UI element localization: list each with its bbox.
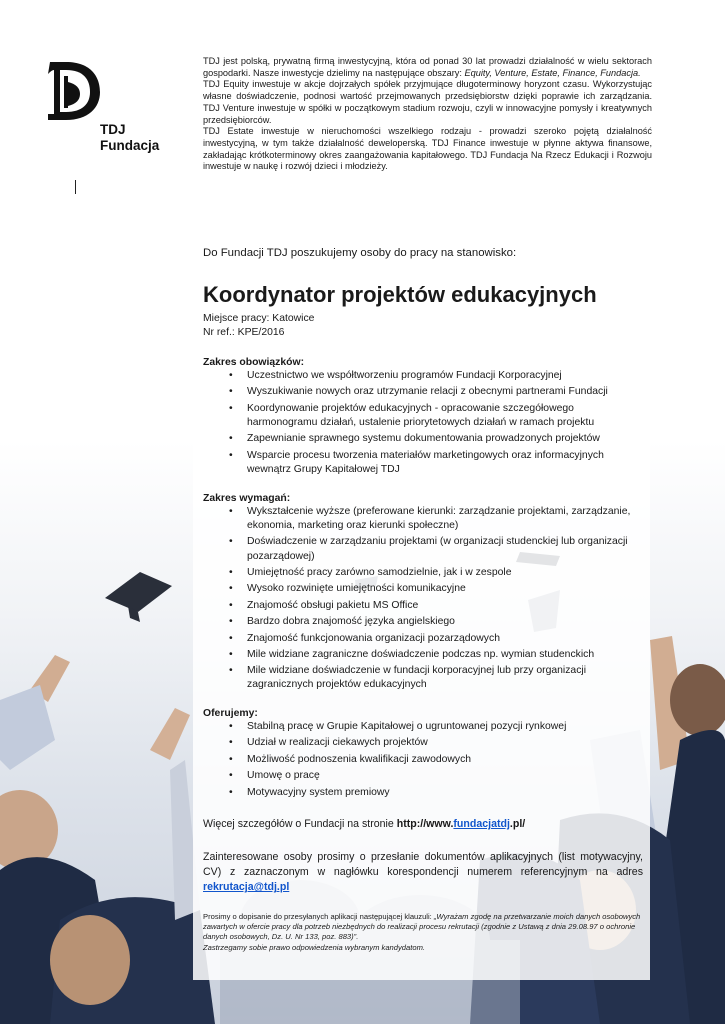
tdj-logo — [44, 58, 102, 127]
logo-wordmark — [100, 122, 159, 154]
requirements-section — [203, 493, 652, 695]
list-item: • Motywacyjny system premiowy — [247, 786, 652, 800]
offer-heading: Oferujemy: — [203, 708, 258, 719]
list-item: • Umiejętność pracy zarówno samodzielnie, jak i w zespole — [247, 566, 652, 580]
company-intro — [203, 56, 652, 173]
list-item: • Mile widziane zagraniczne doświadczenie podczas np. wymian studenckich — [247, 648, 652, 662]
logo-line-2: Fundacja — [100, 138, 160, 153]
job-title: Koordynator projektów edukacyjnych — [203, 282, 597, 307]
list-item: • Uczestnictwo we współtworzeniu programów Fundacji Korporacyjnej — [247, 369, 652, 383]
list-item: • Zapewnianie sprawnego systemu dokumentowania prowadzonych projektów — [247, 432, 652, 446]
application-instructions: Zainteresowane osoby prosimy o przesłanie dokumentów aplikacyjnych (list motywacyjny, CV) z zaznaczonym w nagłówku korespondencji numerem referencyjnym na adres rekrutacja@tdj.pl — [203, 851, 643, 894]
job-meta — [203, 312, 314, 340]
website-url[interactable]: http://www.fundacjatdj.pl/ — [396, 818, 526, 830]
logo-line-1: TDJ — [100, 122, 126, 137]
seeking-statement: Do Fundacji TDJ poszukujemy osoby do pracy na stanowisko: — [203, 247, 517, 259]
list-item: • Bardzo dobra znajomość języka angielskiego — [247, 615, 652, 629]
list-item: • Udział w realizacji ciekawych projektów — [247, 736, 652, 750]
website-link[interactable]: fundacjatdj — [453, 818, 510, 830]
investment-areas: Equity, Venture, Estate, Finance, Fundacja. — [464, 67, 641, 78]
list-item: • Stabilną pracę w Grupie Kapitałowej o ugruntowanej pozycji rynkowej — [247, 720, 652, 734]
decorative-divider — [75, 180, 76, 194]
list-item: • Wykształcenie wyższe (preferowane kierunki: zarządzanie projektami, zarządzanie, ekonomia, marketing oraz kierunki społeczne) — [247, 505, 652, 533]
list-item: • Mile widziane doświadczenie w fundacji korporacyjnej lub przy organizacji zagranicznych projektów edukacyjnych — [247, 664, 652, 692]
list-item: • Koordynowanie projektów edukacyjnych - opracowanie szczegółowego harmonogramu działań, ustalenie priorytetowych działań w ramach projektu — [247, 402, 652, 430]
duties-heading: Zakres obowiązków: — [203, 357, 305, 368]
intro-paragraph-3: TDJ Estate inwestuje w nieruchomości wszelkiego rodzaju - prowadzi szeroko pojętą działalność inwestycyjną, w tym także działalność deweloperską. TDJ Finance inwestuje w płynne aktywa finansowe, zakładając krótkoterminowy okres zaangażowania kapitałowego. TDJ Fundacja Na Rzecz Edukacji i Rozwoju inwestuje w naukę i rozwój dzieci i młodzieży. — [203, 126, 652, 172]
privacy-clause: Prosimy o dopisanie do przesyłanych aplikacji następującej klauzuli: „Wyrażam zgodę na przetwarzanie moich danych osobowych zawartych w ofercie pracy dla potrzeb niezbędnych do realizacji procesu rekrutacji (zgodnie z Ustawą z dnia 29.08.97 o ochronie danych osobowych, Dz. U. Nr 133, poz. 883)”. Zastrzegamy sobie prawo odpowiedzenia wybranym kandydatom. — [203, 912, 641, 952]
offer-list — [203, 720, 652, 800]
list-item: • Możliwość podnoszenia kwalifikacji zawodowych — [247, 753, 652, 767]
list-item: • Wysoko rozwinięte umiejętności komunikacyjne — [247, 582, 652, 596]
list-item: • Doświadczenie w zarządzaniu projektami (w organizacji studenckiej lub organizacji pozarządowej) — [247, 535, 652, 563]
consent-clause: „Wyrażam zgodę na przetwarzanie moich danych osobowych zawartych w ofercie pracy dla potrzeb niezbędnych do realizacji procesu rekrutacji (zgodnie z Ustawą z dnia 29.08.97 o ochronie danych osobowych, Dz. U. Nr 133, poz. 883)”. — [203, 912, 641, 942]
list-item: • Umowę o pracę — [247, 769, 652, 783]
list-item: • Wyszukiwanie nowych oraz utrzymanie relacji z obecnymi partnerami Fundacji — [247, 385, 652, 399]
requirements-list — [203, 505, 652, 693]
more-info-line: Więcej szczegółów o Fundacji na stronie http://www.fundacjatdj.pl/ — [203, 818, 526, 830]
intro-paragraph-2: TDJ Equity inwestuje w akcje dojrzałych spółek przyjmujące długoterminowy horyzont czasu. Wykorzystując własne doświadczenie, podnosi wartość przejmowanych przedsiębiorstw dzięki poprawie ich zarządzania. TDJ Venture inwestuje w spółki w początkowym stadium rozwoju, czyli w innowacyjne pomysły i kreatywnych przedsiębiorców. — [203, 79, 652, 125]
duties-section — [203, 357, 652, 479]
duties-list — [203, 369, 652, 477]
list-item: • Znajomość obsługi pakietu MS Office — [247, 599, 652, 613]
list-item: • Znajomość funkcjonowania organizacji pozarządowych — [247, 632, 652, 646]
list-item: • Wsparcie procesu tworzenia materiałów marketingowych oraz informacyjnych wewnątrz Grupy Kapitałowej TDJ — [247, 449, 652, 477]
reserve-note: Zastrzegamy sobie prawo odpowiedzenia wybranym kandydatom. — [203, 942, 426, 952]
requirements-heading: Zakres wymagań: — [203, 493, 291, 504]
intro-paragraph-1: TDJ jest polską, prywatną firmą inwestycyjną, która od ponad 30 lat prowadzi działalność w wielu sektorach gospodarki. Nasze inwestycje dzielimy na następujące obszary: Equity, Venture, Estate, Finance, Fundacja. — [203, 56, 652, 78]
recruitment-email-link[interactable]: rekrutacja@tdj.pl — [203, 881, 290, 894]
tdj-monogram-icon — [44, 58, 102, 122]
offer-section — [203, 708, 652, 802]
job-location: Miejsce pracy: Katowice — [203, 313, 315, 324]
job-reference: Nr ref.: KPE/2016 — [203, 327, 285, 338]
job-offer-document — [203, 56, 652, 952]
